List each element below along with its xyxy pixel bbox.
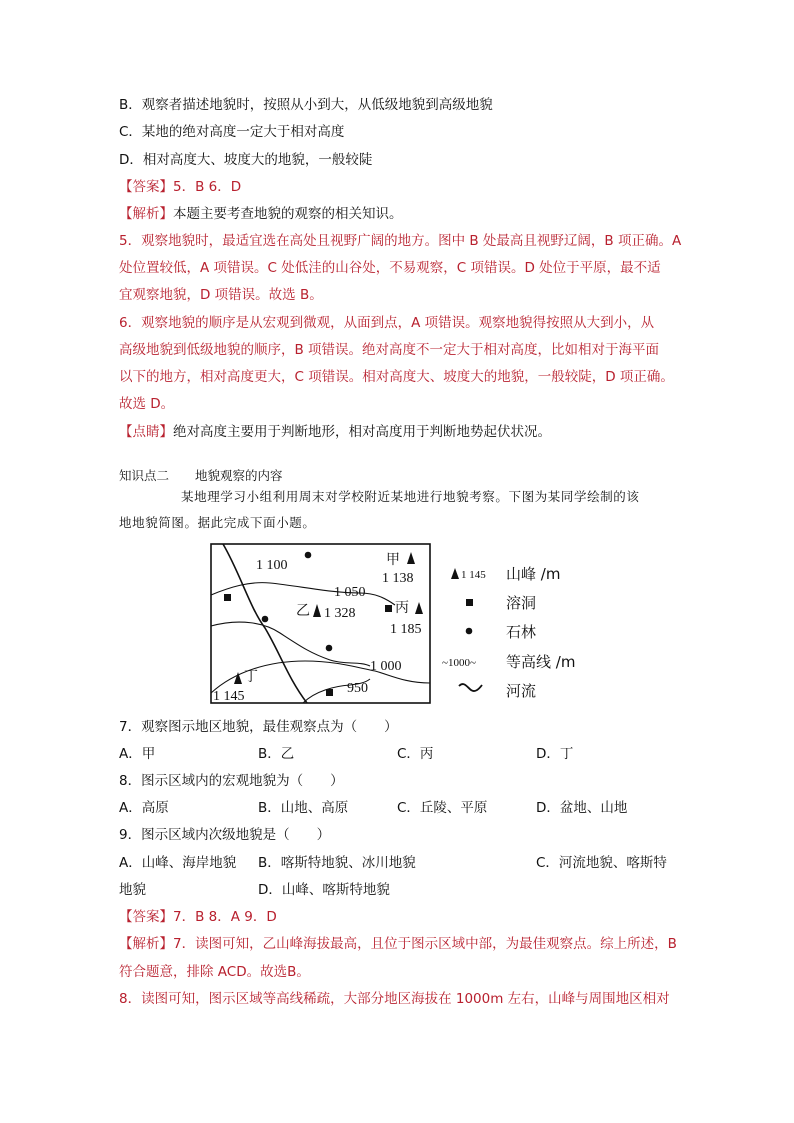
q8-option-c: C．丘陵、平原 — [397, 800, 488, 816]
q7-option-a: A．甲 — [119, 746, 156, 762]
intro-line-2: 地地貌简图。据此完成下面小题。 — [119, 515, 316, 530]
answer-label: 【答案】 — [119, 179, 173, 195]
analysis-intro-1 — [119, 204, 403, 224]
peak-name: 甲 — [386, 553, 400, 568]
q7-stem: 7．观察图示地区地貌，最佳观察点为（ ） — [119, 719, 398, 735]
analysis1-line: 处位置较低，A 项错误。C 处低洼的山谷处，不易观察，C 项错误。D 处位于平原，最不适 — [119, 260, 661, 276]
section-title: 地貌观察的内容 — [195, 468, 283, 483]
peak-elevation: 1 328 — [324, 606, 356, 621]
analysis2-line: 7．读图可知，乙山峰海拔最高，且位于图示区域中部，为最佳观察点。综上所述，B — [173, 936, 677, 952]
peak-elevation: 1 145 — [213, 689, 245, 704]
q9-option-b: B．喀斯特地貌、冰川地貌 — [258, 855, 416, 871]
legend-river-label: 河流 — [506, 682, 537, 700]
legend-peak-sample: 1 145 — [461, 569, 486, 581]
q7-option-b: B．乙 — [258, 746, 295, 762]
intro-line-1: 某地理学习小组利用周末对学校附近某地进行地貌考察。下图为某同学绘制的该 — [181, 489, 640, 504]
q8-option-b: B．山地、高原 — [258, 800, 349, 816]
analysis1-line: 6．观察地貌的顺序是从宏观到微观，从面到点，A 项错误。观察地貌得按照从大到小，从 — [119, 315, 655, 331]
contour-label: 950 — [347, 681, 368, 696]
cave-icon — [466, 599, 473, 606]
q8-stem: 8．图示区域内的宏观地貌为（ ） — [119, 773, 344, 789]
cave-icon — [326, 689, 333, 696]
cave-icon — [385, 605, 392, 612]
q8-option-d: D．盆地、山地 — [536, 800, 628, 816]
analysis2-line: 8．读图可知，图示区域等高线稀疏，大部分地区海拔在 1000m 左右，山峰与周围地区相对 — [119, 991, 670, 1007]
analysis-label: 【解析】 — [119, 206, 173, 222]
section-number: 知识点二 — [119, 468, 170, 483]
legend-contour-label: 等高线 /m — [506, 653, 576, 671]
stone-forest-icon — [326, 645, 333, 652]
analysis1-line: 故选 D。 — [119, 396, 175, 412]
q9-option-c: C．河流地貌、喀斯特 — [536, 855, 667, 871]
answer-label: 【答案】 — [119, 909, 173, 925]
peak-elevation: 1 138 — [382, 571, 414, 586]
q9-option-a: A．山峰、海岸地貌 — [119, 855, 237, 871]
peak-name: 丙 — [395, 601, 409, 616]
tip-block-1 — [119, 422, 551, 442]
q4-option-d: D．相对高度大、坡度大的地貌，一般较陡 — [119, 152, 373, 168]
legend-stone-forest-label: 石林 — [506, 623, 537, 641]
analysis2-line: 符合题意，排除 ACD。故选B。 — [119, 964, 310, 980]
answer-text: 5．B 6．D — [173, 179, 242, 195]
analysis-label: 【解析】 — [119, 936, 173, 952]
contour-label: 1 100 — [256, 558, 288, 573]
section-heading — [119, 466, 283, 486]
q4-option-b: B．观察者描述地貌时，按照从小到大，从低级地貌到高级地貌 — [119, 97, 493, 113]
legend-peak-label: 山峰 /m — [506, 565, 561, 583]
stone-forest-icon — [305, 552, 312, 559]
q7-option-c: C．丙 — [397, 746, 434, 762]
map-legend — [442, 560, 592, 706]
peak-icon — [451, 568, 459, 579]
terrain-map — [210, 543, 432, 706]
q8-option-a: A．高原 — [119, 800, 169, 816]
contour-label: 1 050 — [334, 585, 366, 600]
legend-contour-sample: ~1000~ — [442, 657, 476, 669]
q7-option-d: D．丁 — [536, 746, 574, 762]
answer-block-2 — [119, 907, 277, 927]
peak-name: 乙 — [296, 604, 310, 619]
peak-elevation: 1 185 — [390, 622, 422, 637]
river-icon — [459, 684, 482, 691]
analysis-block-2 — [119, 934, 677, 954]
q9-option-d: D．山峰、喀斯特地貌 — [258, 882, 390, 898]
legend-cave-label: 溶洞 — [506, 594, 537, 612]
q9-stem: 9．图示区域内次级地貌是（ ） — [119, 827, 331, 843]
q9-option-c-continued: 地貌 — [119, 882, 146, 898]
analysis1-line: 以下的地方，相对高度更大，C 项错误。相对高度大、坡度大的地貌，一般较陡，D 项正确。 — [119, 369, 674, 385]
analysis1-line: 高级地貌到低级地貌的顺序，B 项错误。绝对高度不一定大于相对高度，比如相对于海平面 — [119, 342, 660, 358]
contour-label: 1 000 — [370, 659, 402, 674]
stone-forest-icon — [466, 628, 473, 635]
tip-text: 绝对高度主要用于判断地形，相对高度用于判断地势起伏状况。 — [173, 424, 551, 440]
answer-text: 7．B 8．A 9．D — [173, 909, 277, 925]
q4-option-c: C．某地的绝对高度一定大于相对高度 — [119, 124, 345, 140]
tip-label: 【点睛】 — [119, 424, 173, 440]
analysis1-line: 宜观察地貌，D 项错误。故选 B。 — [119, 287, 323, 303]
stone-forest-icon — [262, 616, 269, 623]
answer-block-1 — [119, 177, 241, 197]
analysis-intro: 本题主要考查地貌的观察的相关知识。 — [173, 206, 403, 222]
analysis1-line: 5．观察地貌时，最适宜选在高处且视野广阔的地方。图中 B 处最高且视野辽阔，B 项正确。A — [119, 233, 682, 249]
cave-icon — [224, 594, 231, 601]
peak-name: 丁 — [244, 670, 258, 685]
